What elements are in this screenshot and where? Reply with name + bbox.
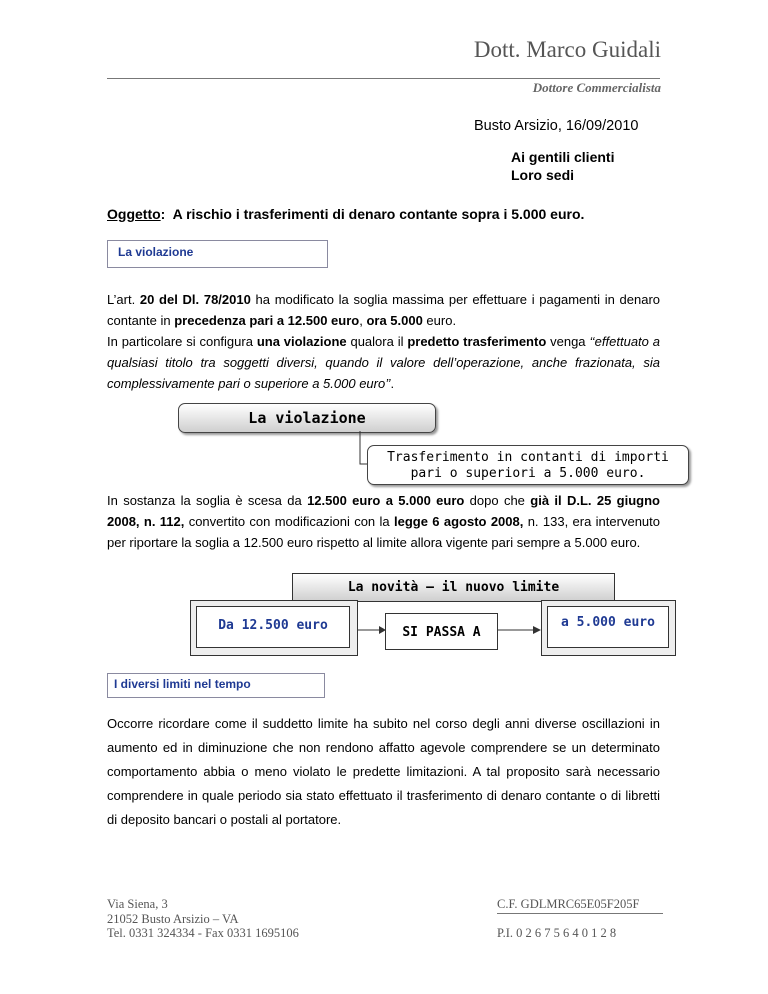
letterhead-name: Dott. Marco Guidali (473, 37, 661, 62)
recipient-line: Ai gentili clienti (511, 149, 615, 165)
subject-label: Oggetto (107, 206, 161, 222)
subject-colon: : (160, 206, 166, 222)
paragraph-limits: Occorre ricordare come il suddetto limite ha subito nel corso degli anni diverse oscillazioni in aumento ed in diminuzione che non rendono affatto agevole comprendere se un determinato comportamento abbia o meno violato le predette limitazioni. A tal proposito sarà necessario comprendere in quale periodo sia stato effettuato il trasferimento di denaro contante o di libretti di deposito bancari o postali al portatore. (107, 716, 660, 827)
diagram-new-limit: a 5.000 euro (547, 606, 669, 648)
recipients (511, 148, 614, 184)
arrow-right-icon (358, 624, 388, 636)
diagram-novelty-head: La novità – il nuovo limite (292, 573, 615, 602)
paragraph-threshold: In sostanza la soglia è scesa da 12.500 euro a 5.000 euro dopo che già il D.L. 25 giugno 2008, n. 112, convertito con modificazioni con la legge 6 agosto 2008, n. 133, era intervenuto per riportare la soglia a 12.500 euro rispetto al limite allora vigente pari sempre a 5.000 euro. (107, 493, 660, 550)
footer-vat: P.I. 0 2 6 7 5 6 4 0 1 2 8 (497, 926, 617, 940)
place-date: Busto Arsizio, 16/09/2010 (474, 118, 639, 134)
footer-address (107, 897, 299, 941)
arrow-right-icon (498, 624, 543, 636)
footer-street: Via Siena, 3 (107, 897, 168, 911)
diagram-violation-head: La violazione (178, 403, 436, 433)
footer-city: 21052 Busto Arsizio – VA (107, 911, 239, 926)
paragraph-violation: L’art. 20 del Dl. 78/2010 ha modificato la soglia massima per effettuare i pagamenti in denaro contante in precedenza pari a 12.500 euro, ora 5.000 euro. In particolare si configura una violazione qualora il predetto trasferimento venga ‘‘effettuato a qualsiasi titolo tra soggetti diversi, quando il valore dell’operazione, anche frazionata, sia complessivamente pari o superiore a 5.000 euro’’. (107, 292, 660, 391)
diagram-violation-body: Trasferimento in contanti di importi pari o superiori a 5.000 euro. (367, 445, 689, 485)
section-label-limits: I diversi limiti nel tempo (107, 673, 325, 698)
recipient-line: Loro sedi (511, 167, 575, 183)
footer-tax-code: C.F. GDLMRC65E05F205F (497, 897, 663, 914)
letterhead-title: Dottore Commercialista (532, 80, 661, 95)
diagram-transition: SI PASSA A (385, 613, 498, 650)
subject-line (107, 206, 584, 222)
section-label-violazione: La violazione (107, 240, 328, 268)
subject-text: A rischio i trasferimenti di denaro contante sopra i 5.000 euro. (172, 206, 585, 222)
diagram-old-limit: Da 12.500 euro (196, 606, 350, 648)
header-divider (107, 78, 660, 79)
footer-phone: Tel. 0331 324334 - Fax 0331 1695106 (107, 926, 299, 940)
